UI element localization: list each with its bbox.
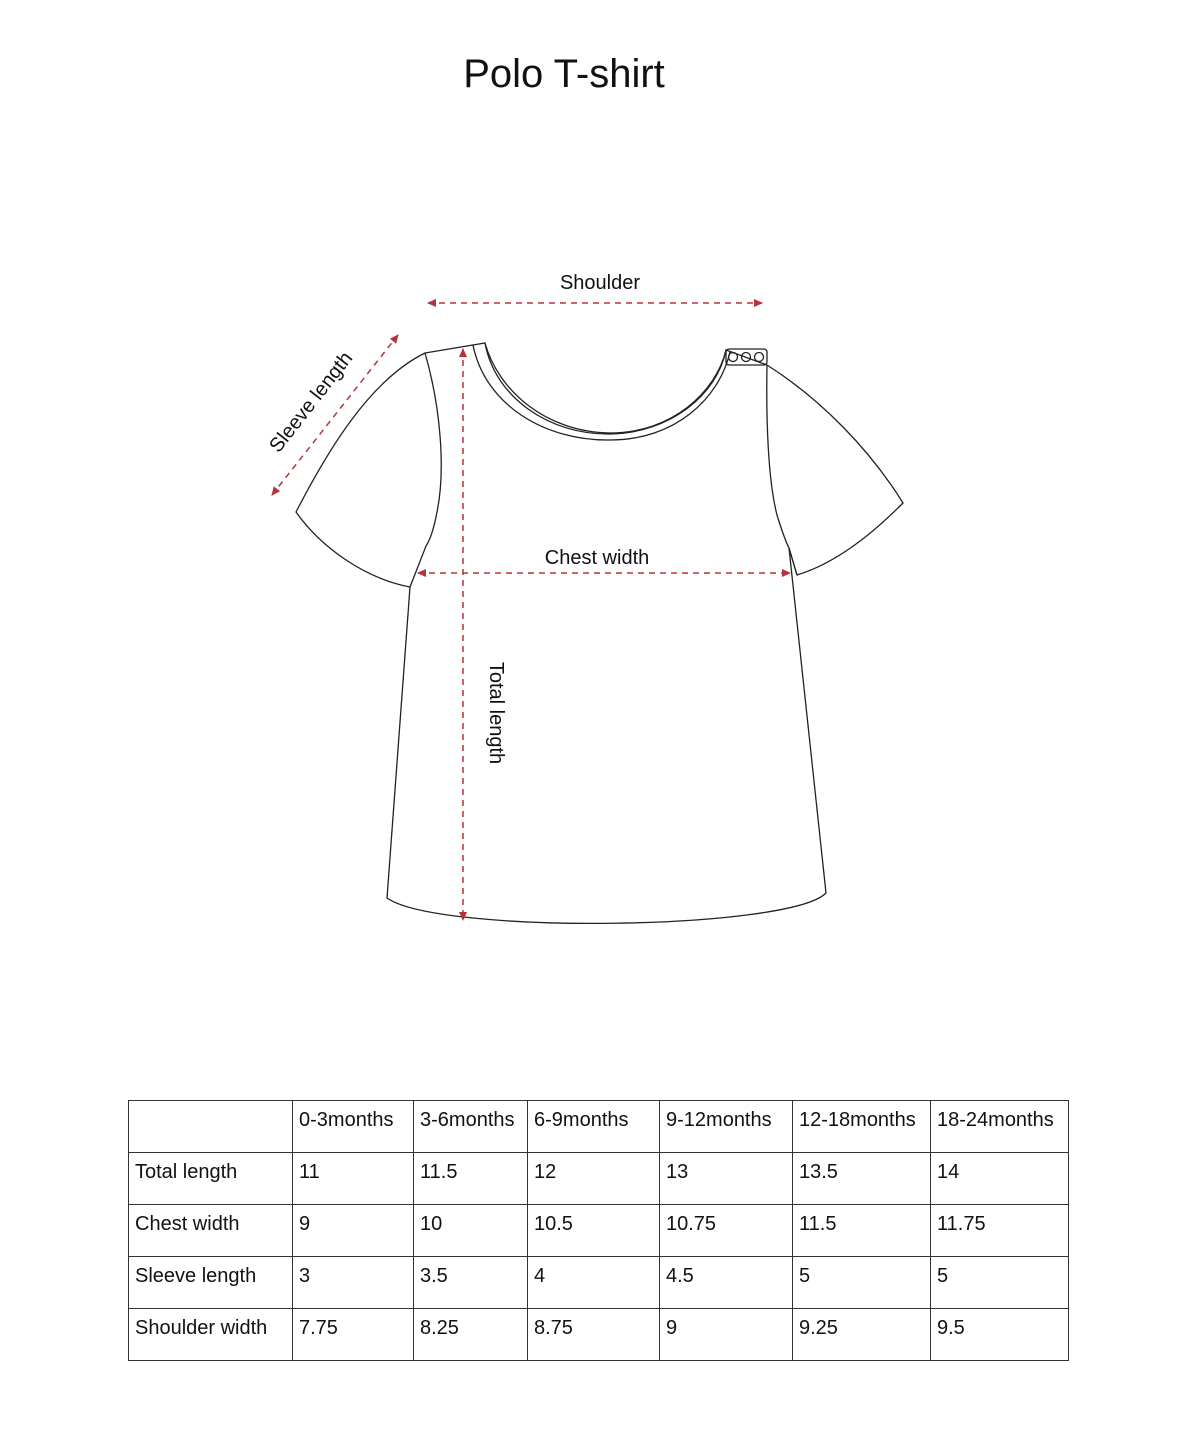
table-cell: 10.5 xyxy=(528,1205,660,1257)
table-row xyxy=(129,1309,1069,1361)
table-header-cell: 3-6months xyxy=(414,1101,528,1153)
table-row-label: Chest width xyxy=(129,1205,293,1257)
table-row xyxy=(129,1153,1069,1205)
size-chart-table xyxy=(128,1100,1069,1361)
table-header-cell: 18-24months xyxy=(931,1101,1069,1153)
table-cell: 9.25 xyxy=(793,1309,931,1361)
table-row-label: Sleeve length xyxy=(129,1257,293,1309)
table-header-cell: 0-3months xyxy=(293,1101,414,1153)
table-cell: 3.5 xyxy=(414,1257,528,1309)
table-cell: 13.5 xyxy=(793,1153,931,1205)
table-cell: 3 xyxy=(293,1257,414,1309)
chest-width-label: Chest width xyxy=(544,547,650,569)
table-header-row xyxy=(129,1101,1069,1153)
table-row-label: Total length xyxy=(129,1153,293,1205)
tshirt-body xyxy=(296,343,903,923)
page-title: Polo T-shirt xyxy=(463,52,665,96)
total-length-label: Total length xyxy=(485,661,507,765)
table-cell: 13 xyxy=(660,1153,793,1205)
table-cell: 10.75 xyxy=(660,1205,793,1257)
table-cell: 14 xyxy=(931,1153,1069,1205)
table-cell: 5 xyxy=(793,1257,931,1309)
table-cell: 10 xyxy=(414,1205,528,1257)
table-cell: 11 xyxy=(293,1153,414,1205)
table-cell: 9 xyxy=(293,1205,414,1257)
right-armhole-seam xyxy=(767,365,797,575)
sleeve-length-label: Sleeve length xyxy=(265,347,358,457)
table-cell: 8.75 xyxy=(528,1309,660,1361)
left-armhole-seam xyxy=(410,353,441,587)
table-cell: 9.5 xyxy=(931,1309,1069,1361)
table-cell: 4 xyxy=(528,1257,660,1309)
table-cell: 7.75 xyxy=(293,1309,414,1361)
table-header-cell: 6-9months xyxy=(528,1101,660,1153)
table-row xyxy=(129,1205,1069,1257)
tshirt-collar xyxy=(485,343,726,434)
table-cell: 8.25 xyxy=(414,1309,528,1361)
table-cell: 12 xyxy=(528,1153,660,1205)
shoulder-label: Shoulder xyxy=(559,272,641,294)
table-cell: 11.5 xyxy=(793,1205,931,1257)
table-cell: 9 xyxy=(660,1309,793,1361)
table-header-cell: 12-18months xyxy=(793,1101,931,1153)
table-cell: 4.5 xyxy=(660,1257,793,1309)
snap-icon xyxy=(729,353,738,362)
table-cell: 5 xyxy=(931,1257,1069,1309)
snap-icon xyxy=(755,353,764,362)
tshirt-outline xyxy=(296,343,903,923)
table-corner-cell xyxy=(129,1101,293,1153)
table-header-cell: 9-12months xyxy=(660,1101,793,1153)
table-row-label: Shoulder width xyxy=(129,1309,293,1361)
table-row xyxy=(129,1257,1069,1309)
table-cell: 11.5 xyxy=(414,1153,528,1205)
table-cell: 11.75 xyxy=(931,1205,1069,1257)
measurement-lines xyxy=(272,303,790,920)
